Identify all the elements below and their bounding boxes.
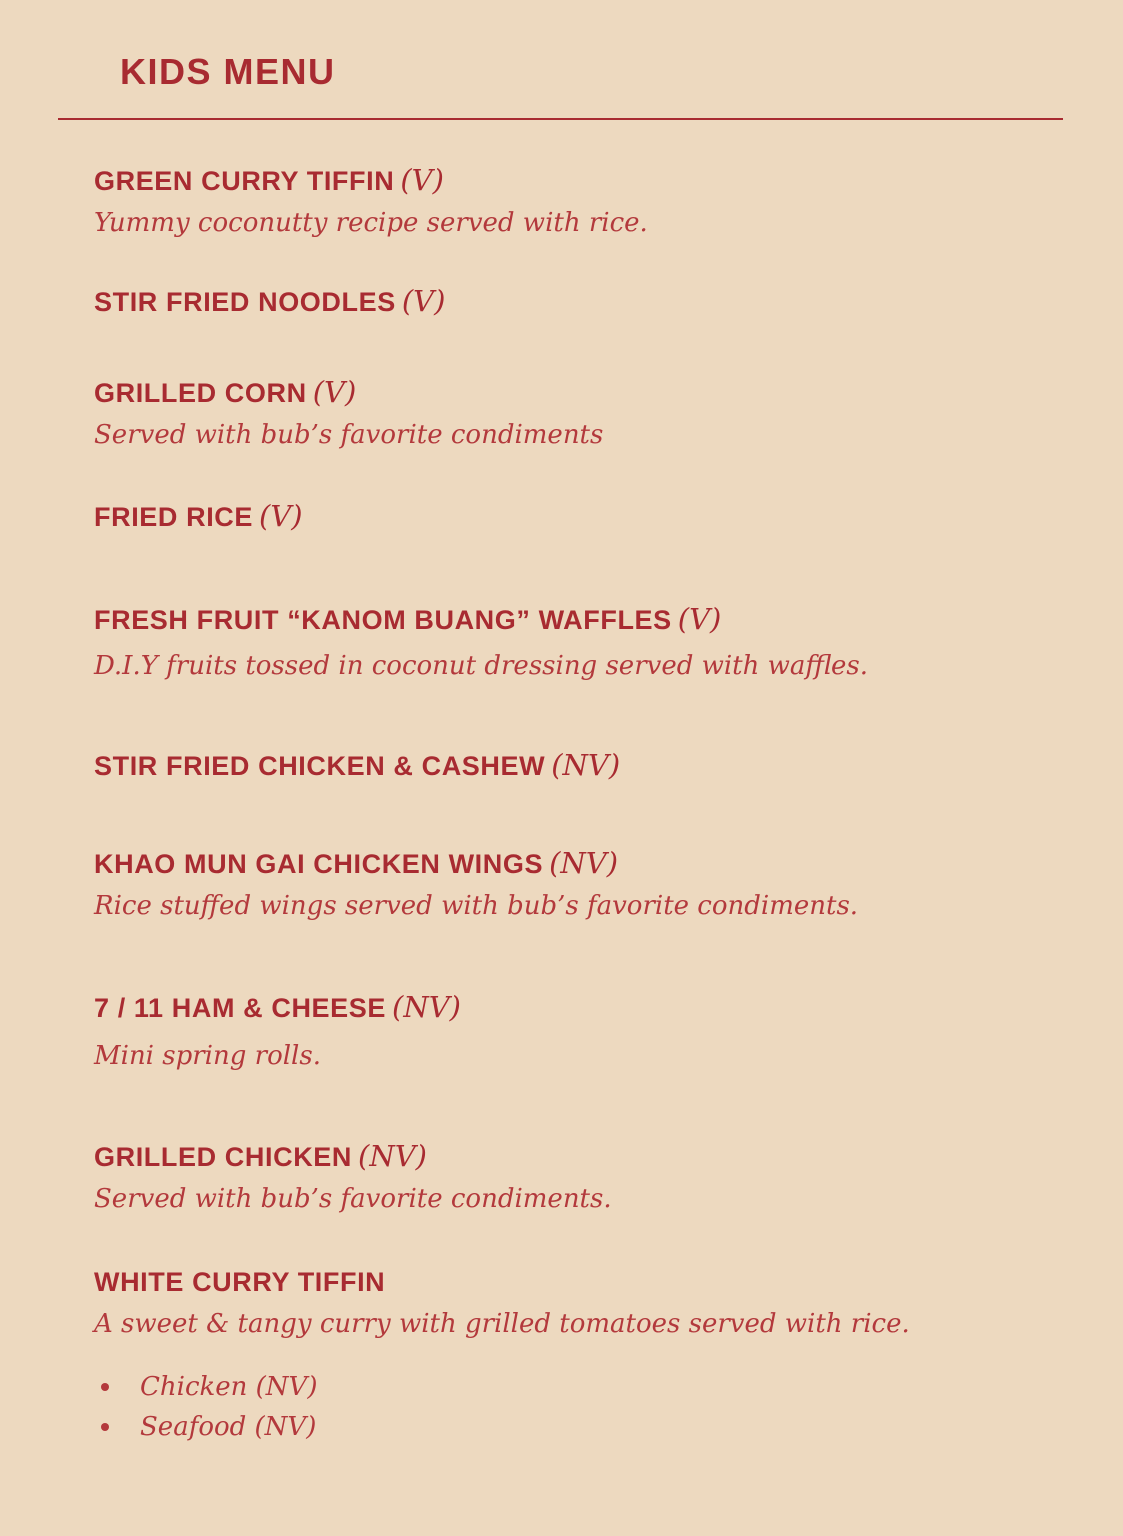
menu-item-heading — [94, 165, 1063, 196]
menu-item-description: Mini spring rolls. — [94, 1041, 321, 1071]
menu-item-heading — [94, 1267, 1063, 1297]
menu-item — [94, 750, 1063, 781]
menu-item — [94, 286, 1063, 317]
menu-item-heading — [94, 604, 1063, 635]
menu-item — [94, 501, 1063, 532]
menu-item — [94, 992, 1063, 1073]
menu-item-description: A sweet & tangy curry with grilled tomatoes served with rice. — [94, 1309, 910, 1339]
diet-tag: (NV) — [549, 846, 619, 880]
bullet-icon — [101, 1423, 109, 1431]
menu-item-description: Rice stuffed wings served with bub’s favorite condiments. — [94, 891, 859, 921]
page-title: KIDS MENU — [120, 51, 336, 92]
menu-item — [94, 1267, 1063, 1447]
menu-item-name: FRESH FRUIT “KANOM BUANG” WAFFLES — [94, 605, 672, 635]
menu-item-heading — [94, 992, 1063, 1023]
menu-item-description: Served with bub’s favorite condiments. — [94, 1184, 612, 1214]
menu-item-heading — [94, 848, 1063, 879]
page-header — [0, 0, 1123, 94]
menu-item-heading — [94, 501, 1063, 532]
menu-item-name: GRILLED CORN — [94, 378, 307, 408]
menu-item-name: WHITE CURRY TIFFIN — [94, 1267, 386, 1297]
title-rule — [58, 118, 1063, 120]
menu-item-name: GRILLED CHICKEN — [94, 1142, 352, 1172]
menu-item-name: GREEN CURRY TIFFIN — [94, 166, 395, 196]
menu-item-heading — [94, 1141, 1063, 1172]
diet-tag: (V) — [401, 284, 446, 318]
option-item — [94, 1407, 1063, 1447]
menu-item-name: 7 / 11 HAM & CHEESE — [94, 993, 386, 1023]
menu-item-name: STIR FRIED CHICKEN & CASHEW — [94, 751, 546, 781]
menu-item-name: STIR FRIED NOODLES — [94, 287, 396, 317]
menu-item-name: FRIED RICE — [94, 502, 254, 532]
menu-item — [94, 165, 1063, 240]
diet-tag: (V) — [312, 375, 357, 409]
diet-tag: (NV) — [358, 1139, 427, 1173]
menu-item — [94, 604, 1063, 683]
menu-item-description: Yummy coconutty recipe served with rice. — [94, 208, 648, 238]
diet-tag: (NV) — [392, 990, 461, 1024]
menu-item-description: D.I.Y fruits tossed in coconut dressing served with waffles. — [94, 651, 869, 681]
option-list — [94, 1367, 1063, 1447]
menu-item-heading — [94, 750, 1063, 781]
menu-item — [94, 377, 1063, 452]
menu-item-description: Served with bub’s favorite condiments — [94, 420, 604, 450]
diet-tag: (NV) — [551, 748, 621, 782]
option-label: Seafood (NV) — [140, 1412, 317, 1442]
menu-item-name: KHAO MUN GAI CHICKEN WINGS — [94, 849, 544, 879]
option-item — [94, 1367, 1063, 1407]
menu-item — [94, 1141, 1063, 1216]
menu-item-heading — [94, 377, 1063, 408]
diet-tag: (V) — [259, 499, 303, 533]
bullet-icon — [101, 1383, 109, 1391]
diet-tag: (V) — [400, 163, 444, 197]
menu-list — [0, 165, 1123, 1447]
diet-tag: (V) — [677, 602, 722, 636]
menu-item-heading — [94, 286, 1063, 317]
option-label: Chicken (NV) — [140, 1372, 318, 1402]
menu-item — [94, 848, 1063, 923]
